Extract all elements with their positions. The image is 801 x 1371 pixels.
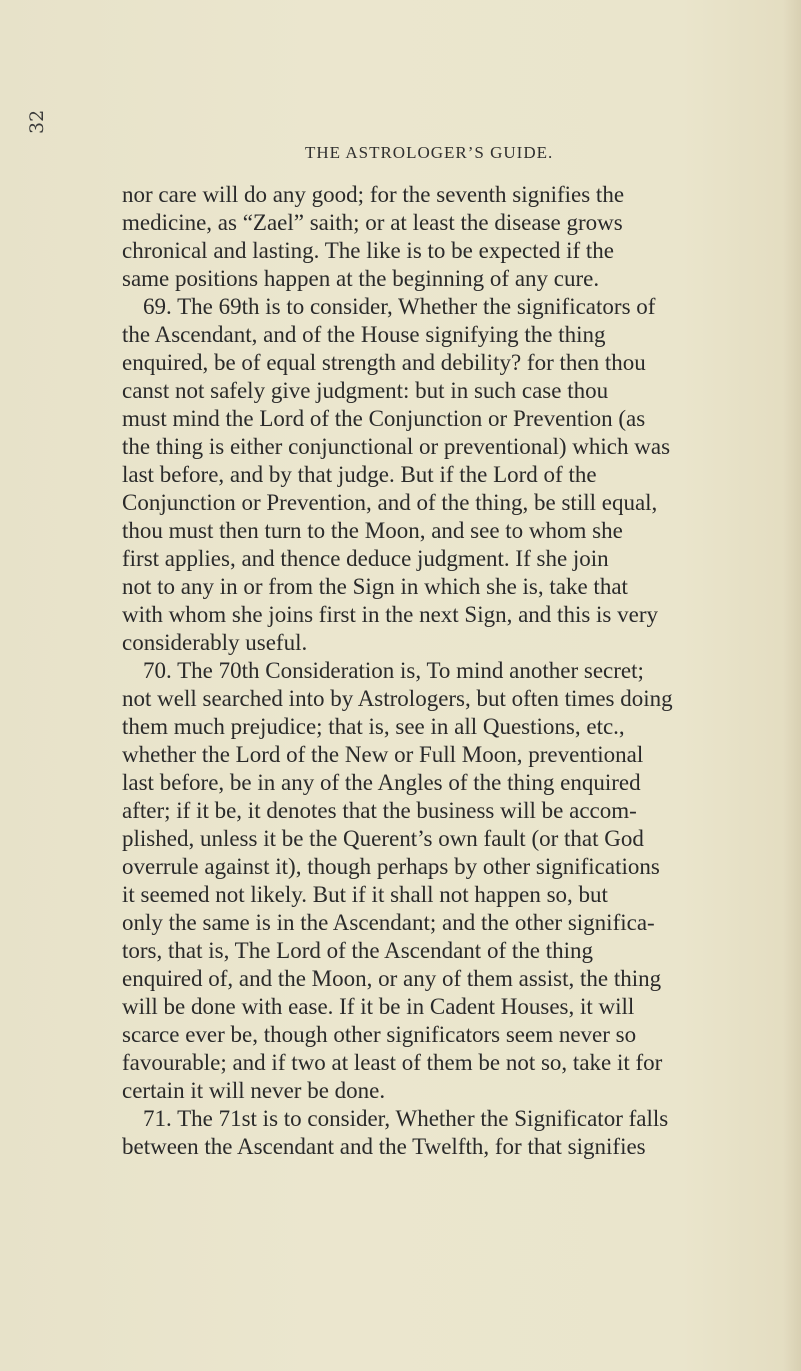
text-line: tors, that is, The Lord of the Ascendant of the thing	[122, 938, 593, 963]
text-line: medicine, as “Zael” saith; or at least the disease grows	[122, 210, 623, 235]
page-number: 32	[26, 109, 48, 134]
text-line: first applies, and thence deduce judgment. If she join	[122, 546, 609, 571]
running-head: THE ASTROLOGER’S GUIDE.	[305, 143, 554, 162]
text-line: enquired, be of equal strength and debility? for then thou	[122, 350, 646, 375]
text-line: only the same is in the Ascendant; and the other significa-	[122, 910, 655, 935]
text-line: last before, and by that judge. But if the Lord of the	[122, 462, 597, 487]
text-line: favourable; and if two at least of them be not so, take it for	[122, 1050, 663, 1075]
text-line: after; if it be, it denotes that the business will be accom-	[122, 798, 637, 823]
text-line: will be done with ease. If it be in Cadent Houses, it will	[122, 994, 635, 1019]
text-line: between the Ascendant and the Twelfth, for that signifies	[122, 1134, 646, 1159]
text-line: must mind the Lord of the Conjunction or Prevention (as	[122, 406, 646, 431]
text-line: whether the Lord of the New or Full Moon, preventional	[122, 742, 644, 767]
text-line: 71. The 71st is to consider, Whether the Significator falls	[143, 1106, 669, 1131]
text-line: considerably useful.	[122, 630, 308, 655]
text-line: scarce ever be, though other significators seem never so	[122, 1022, 637, 1047]
text-line: plished, unless it be the Querent’s own fault (or that God	[122, 826, 644, 851]
text-line: them much prejudice; that is, see in all Questions, etc.,	[122, 714, 625, 739]
text-line: certain it will never be done.	[122, 1078, 386, 1103]
text-line: enquired of, and the Moon, or any of them assist, the thing	[122, 966, 662, 991]
text-line: last before, be in any of the Angles of the thing enquired	[122, 770, 641, 795]
text-line: Conjunction or Prevention, and of the thing, be still equal,	[122, 490, 658, 515]
text-line: it seemed not likely. But if it shall not happen so, but	[122, 882, 608, 907]
text-line: the Ascendant, and of the House signifying the thing	[122, 322, 606, 347]
text-line: canst not safely give judgment: but in such case thou	[122, 378, 609, 403]
text-line: 70. The 70th Consideration is, To mind another secret;	[143, 658, 644, 683]
text-line: nor care will do any good; for the seventh signifies the	[122, 182, 625, 207]
text-line: same positions happen at the beginning of any cure.	[122, 266, 600, 291]
text-line: thou must then turn to the Moon, and see to whom she	[122, 518, 623, 543]
text-line: with whom she joins first in the next Sign, and this is very	[122, 602, 658, 627]
text-line: the thing is either conjunctional or preventional) which was	[122, 434, 671, 459]
text-line: not well searched into by Astrologers, but often times doing	[122, 686, 673, 711]
text-line: overrule against it), though perhaps by other significations	[122, 854, 660, 879]
text-line: chronical and lasting. The like is to be expected if the	[122, 238, 614, 263]
text-line: not to any in or from the Sign in which she is, take that	[122, 574, 628, 599]
text-line: 69. The 69th is to consider, Whether the significators of	[143, 294, 656, 319]
